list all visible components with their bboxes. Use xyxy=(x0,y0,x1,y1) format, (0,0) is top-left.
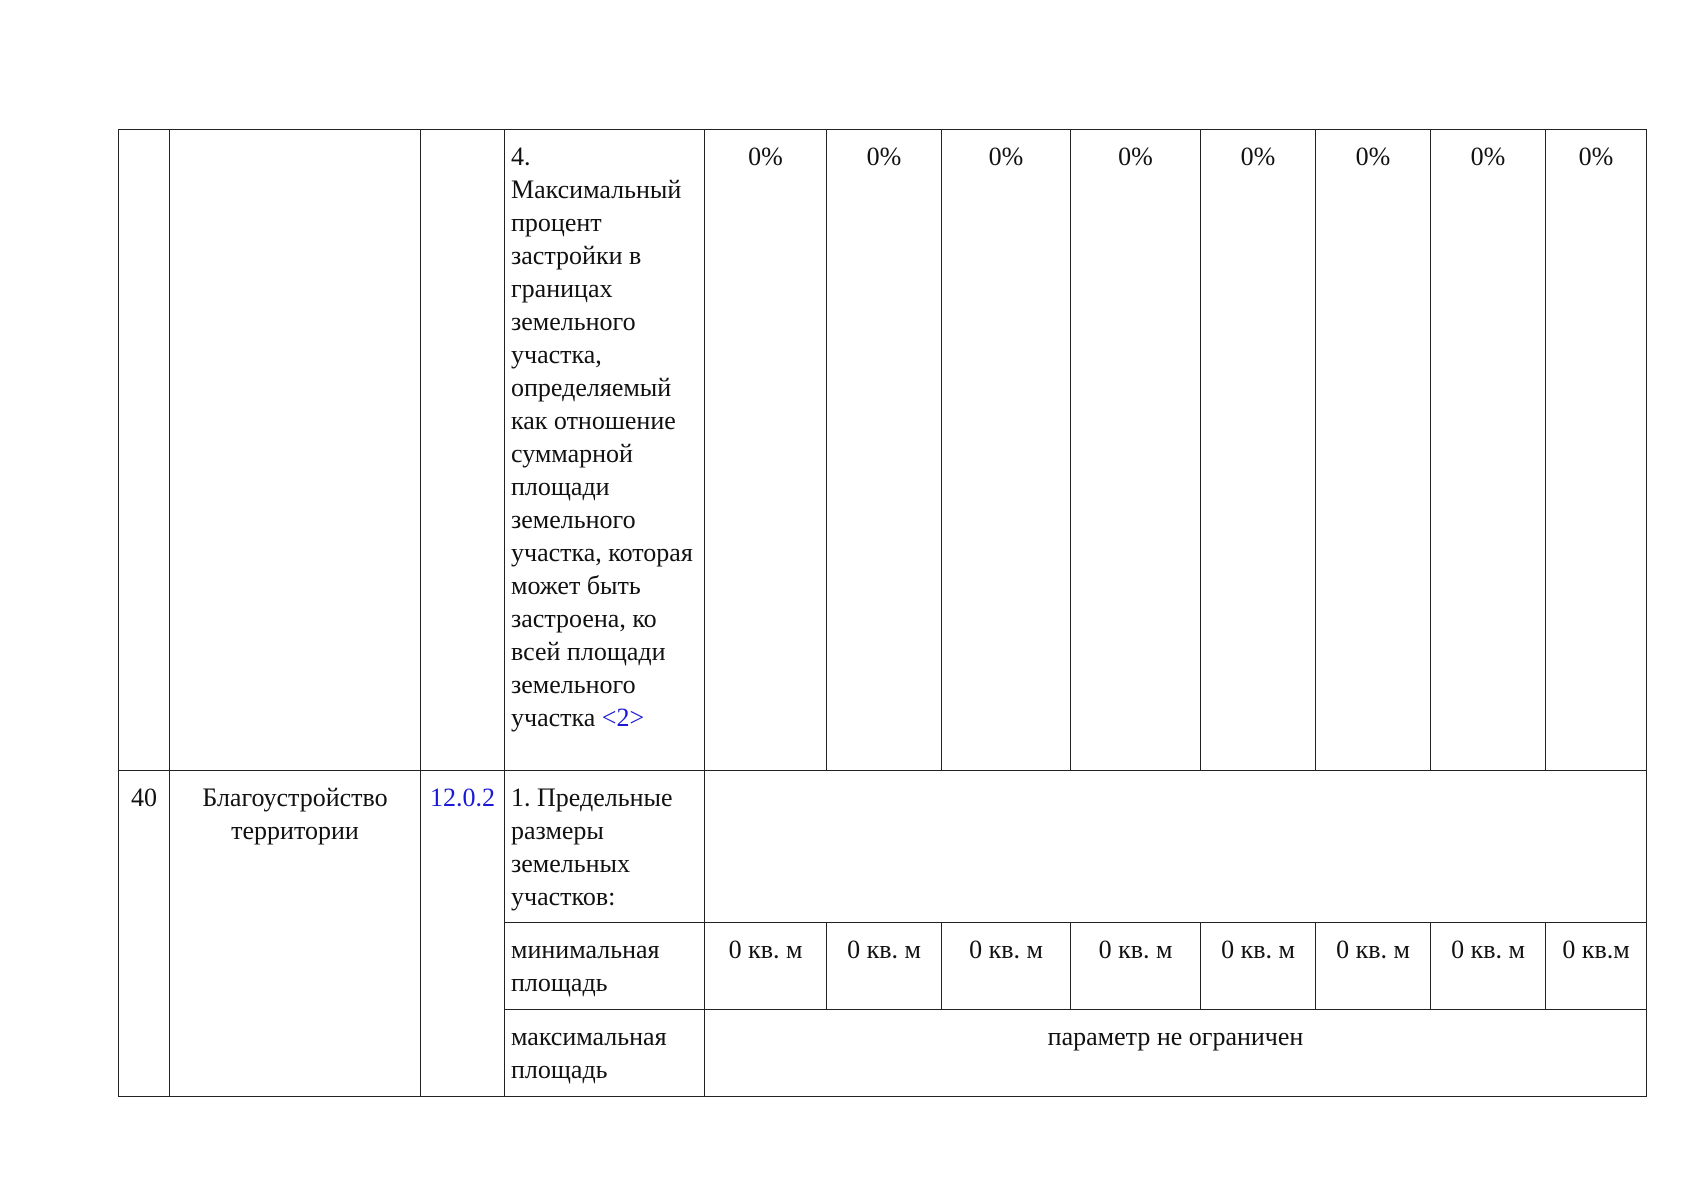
use-name-cell xyxy=(170,130,421,771)
use-code-link[interactable]: 12.0.2 xyxy=(430,783,495,812)
value-cell: 0% xyxy=(1071,130,1201,771)
value-cell: 0 кв. м xyxy=(942,923,1071,1010)
table-row xyxy=(119,130,1647,771)
min-area-label: минимальная площадь xyxy=(505,923,705,1010)
row-number-cell: 40 xyxy=(119,771,170,1097)
value-cell: 0% xyxy=(942,130,1071,771)
footnote-link[interactable]: <2> xyxy=(601,703,645,732)
use-code-cell xyxy=(421,771,505,1097)
max-area-label: максимальная площадь xyxy=(505,1010,705,1097)
value-cell: 0 кв. м xyxy=(1201,923,1316,1010)
land-use-parameters-table xyxy=(118,129,1647,1097)
value-cell: 0 кв. м xyxy=(705,923,827,1010)
value-cell: 0% xyxy=(1201,130,1316,771)
value-cell: 0 кв. м xyxy=(1316,923,1431,1010)
value-cell: 0% xyxy=(705,130,827,771)
value-cell: 0% xyxy=(1546,130,1647,771)
use-code-cell xyxy=(421,130,505,771)
value-cell: 0 кв. м xyxy=(1071,923,1201,1010)
value-cell: 0% xyxy=(827,130,942,771)
parameter-title-cell: 1. Предельные размеры земельных участков: xyxy=(505,771,705,923)
parameter-cell xyxy=(505,130,705,771)
value-cell: 0% xyxy=(1431,130,1546,771)
parameter-text: Максимальный процент застройки в границах земельного участка, определяемый как отношение суммарной площади земельного участка, которая может быть застроена, ко всей площади земельного участка xyxy=(511,175,693,732)
value-cell: 0% xyxy=(1316,130,1431,771)
max-area-value: параметр не ограничен xyxy=(705,1010,1647,1097)
empty-merged-cell xyxy=(705,771,1647,923)
table-row xyxy=(119,771,1647,923)
value-cell: 0 кв.м xyxy=(1546,923,1647,1010)
value-cell: 0 кв. м xyxy=(827,923,942,1010)
parameter-number: 4. xyxy=(511,142,531,171)
use-name-cell: Благоустройство территории xyxy=(170,771,421,1097)
row-number-cell xyxy=(119,130,170,771)
value-cell: 0 кв. м xyxy=(1431,923,1546,1010)
